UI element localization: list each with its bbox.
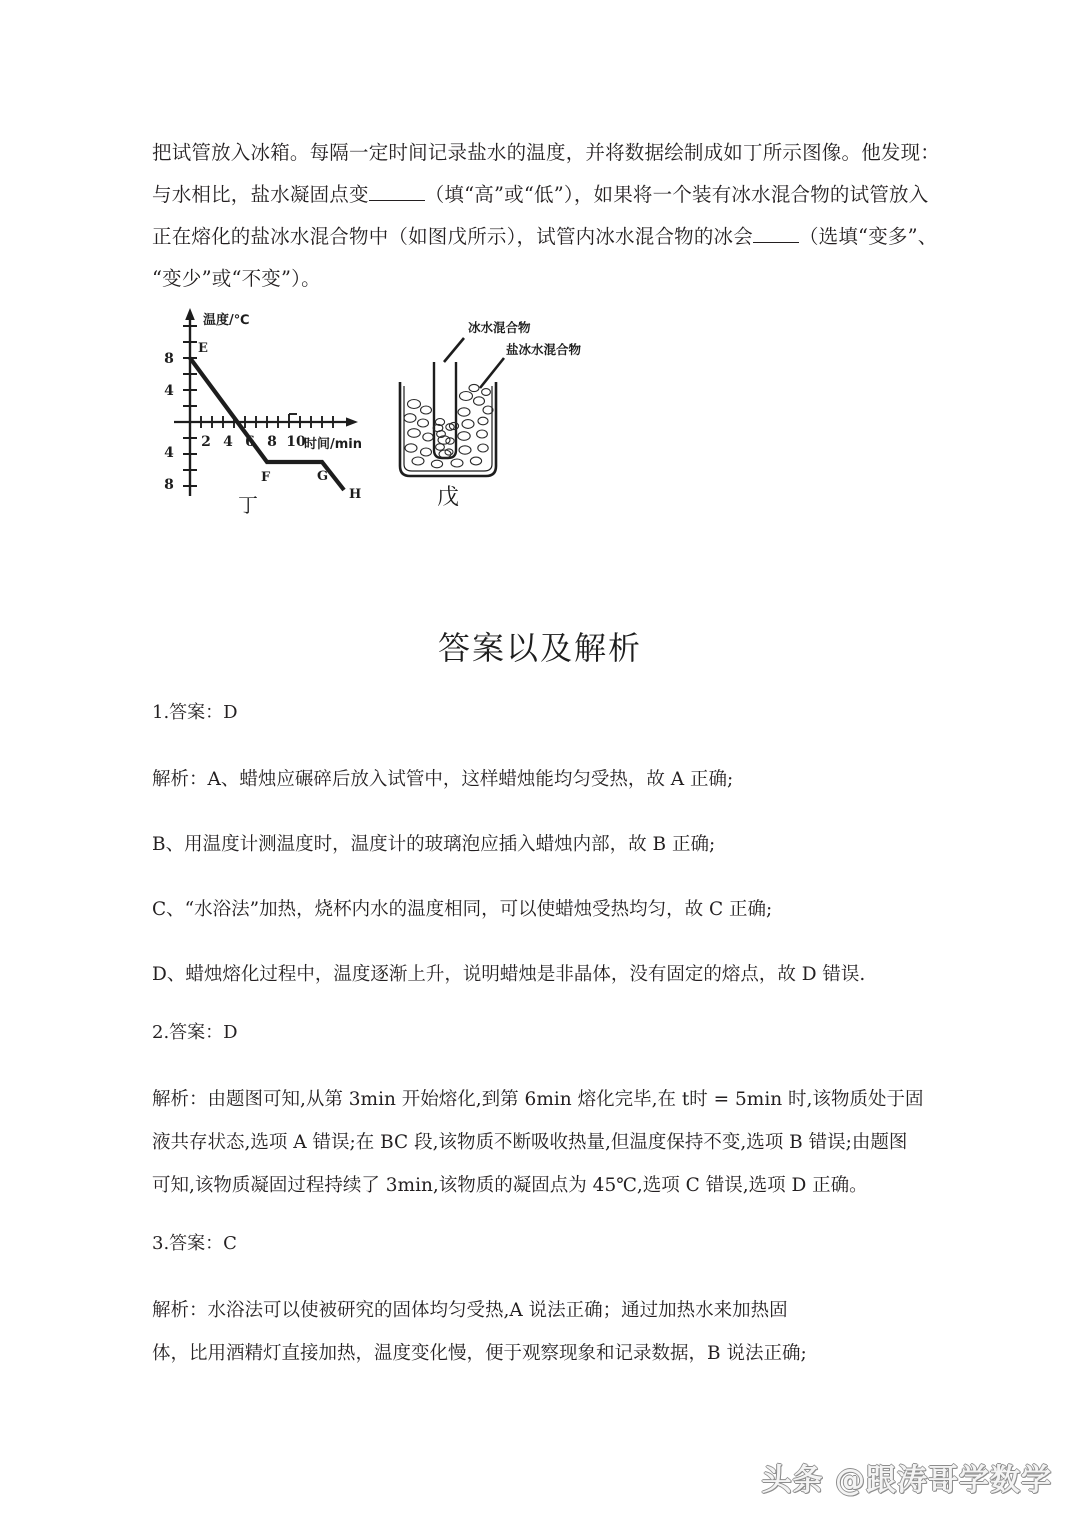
answer-1-line-B: B、用温度计测温度时，温度计的玻璃泡应插入蜡烛内部，故 B 正确; <box>152 834 716 855</box>
question-line-1-text: 把试管放入冰箱。每隔一定时间记录盐水的温度，并将数据绘制成如丁所示图像。他发现： <box>152 141 941 164</box>
watermark-toutiao: 头条 @跟涛哥学数学 <box>761 1463 1052 1498</box>
answer-blank-2[interactable] <box>753 242 799 243</box>
figure-wu-caption: 戊 <box>436 485 460 510</box>
answer-2-head: 2.答案：D <box>152 1022 238 1043</box>
question-line-2-text-a: 与水相比，盐水凝固点变 <box>152 183 369 206</box>
answer-1-explanation-D <box>152 953 942 996</box>
answer-1-line-D: D、蜡烛熔化过程中，温度逐渐上升，说明蜡烛是非晶体，没有固定的熔点，故 D 错误. <box>152 964 866 985</box>
x-axis-arrowhead <box>346 417 358 426</box>
leader-line-salt-ice-water <box>480 358 504 388</box>
x-tick-label-10: 10 <box>286 434 306 450</box>
answer-2-line-3: 可知,该物质凝固过程持续了 3min,该物质的凝固点为 45℃,选项 C 错误,选项 D 正确。 <box>152 1175 868 1196</box>
answer-item-2 <box>152 1018 942 1207</box>
answer-2-line-1: 解析：由题图可知,从第 3min 开始熔化,到第 6min 熔化完毕,在 t时 = 5min 时,该物质处于固 <box>152 1089 924 1110</box>
question-line-4 <box>152 258 936 300</box>
question-line-3-text-b: （选填“变多”、 <box>798 225 938 248</box>
answer-3-head: 3.答案：C <box>152 1233 237 1254</box>
physics-figures-svg <box>152 300 612 520</box>
x-tick-label-2: 2 <box>201 434 211 450</box>
answer-1-explanation-A <box>152 758 942 801</box>
question-text-block <box>152 132 941 300</box>
answer-3-line-1: 解析：水浴法可以使被研究的固体均匀受热,A 说法正确；通过加热水来加热固 <box>152 1300 788 1321</box>
y-axis-arrowhead <box>185 308 195 320</box>
answer-1-head: 1.答案：D <box>152 702 238 723</box>
question-line-1 <box>152 132 941 174</box>
x-tick-label-6: 6 <box>245 434 255 450</box>
y-tick-label-neg8: 8 <box>164 477 174 493</box>
y-axis-title: 温度/℃ <box>203 313 250 328</box>
figure-ding-graph <box>164 308 362 517</box>
answer-blank-1[interactable] <box>369 200 425 201</box>
label-ice-water-mixture: 冰水混合物 <box>468 320 531 335</box>
curve-point-label-F: F <box>261 470 271 485</box>
answer-3-line-2: 体，比用酒精灯直接加热，温度变化慢，便于观察现象和记录数据，B 说法正确; <box>152 1343 807 1364</box>
leader-line-ice-water <box>444 338 464 362</box>
answer-1-explanation-C <box>152 888 942 931</box>
answer-1-explanation-B <box>152 823 942 866</box>
curve-point-label-E: E <box>198 341 208 356</box>
answers-section-heading: 答案以及解析 <box>437 629 642 667</box>
x-tick-label-4: 4 <box>223 434 233 450</box>
figure-ding-caption: 丁 <box>238 493 258 517</box>
label-salt-ice-water-mixture: 盐冰水混合物 <box>506 342 582 357</box>
x-tick-label-8: 8 <box>267 434 277 450</box>
y-tick-label-8: 8 <box>164 351 174 367</box>
answers-section <box>152 698 942 1397</box>
curve-point-label-H: H <box>349 487 362 502</box>
curve-point-label-G: G <box>317 469 329 484</box>
x-axis-title: 时间/min <box>304 437 363 452</box>
y-tick-label-4: 4 <box>164 383 174 399</box>
answer-item-3 <box>152 1229 942 1375</box>
answer-1-line-A: 解析：A、蜡烛应碾碎后放入试管中，这样蜡烛能均匀受热，故 A 正确; <box>152 769 734 790</box>
answer-2-line-2: 液共存状态,选项 A 错误;在 BC 段,该物质不断吸收热量,但温度保持不变,选项 B 错误;由题图 <box>152 1132 908 1153</box>
answer-3-explanation <box>152 1289 942 1375</box>
question-line-2-text-b: （填“高”或“低”），如果将一个装有冰水混合物的试管放入 <box>424 183 929 206</box>
question-line-4-text: “变少”或“不变”）。 <box>152 267 321 290</box>
figures-container <box>152 300 612 520</box>
answer-2-explanation <box>152 1078 942 1207</box>
answer-item-1 <box>152 698 942 996</box>
answer-1-line-C: C、“水浴法”加热，烧杯内水的温度相同，可以使蜡烛受热均匀，故 C 正确; <box>152 899 773 920</box>
figure-wu-beaker <box>400 320 582 510</box>
question-line-3-text-a: 正在熔化的盐冰水混合物中（如图戊所示），试管内冰水混合物的冰会 <box>152 225 753 248</box>
question-line-3 <box>152 216 936 258</box>
question-line-2 <box>152 174 936 216</box>
y-tick-label-neg4: 4 <box>164 445 174 461</box>
